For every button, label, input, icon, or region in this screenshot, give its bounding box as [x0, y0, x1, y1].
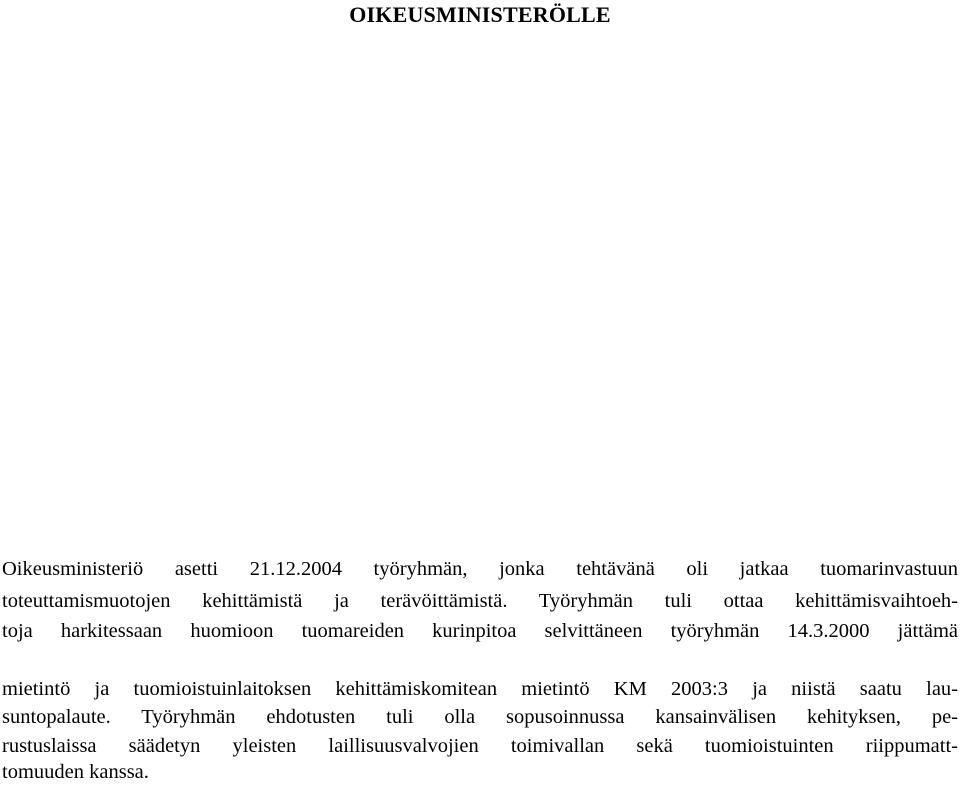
body-line: toteuttamismuotojen kehittämistä ja terävöittämistä. Työryhmän tuli ottaa kehittämisvaihtoeh-: [2, 590, 958, 612]
body-line: mietintö ja tuomioistuinlaitoksen kehittämiskomitean mietintö KM 2003:3 ja niistä saatu lau-: [2, 678, 958, 700]
body-line: rustuslaissa säädetyn yleisten laillisuusvalvojien toimivallan sekä tuomioistuinten riippumatt-: [2, 735, 958, 757]
page-title: OIKEUSMINISTERÖLLE: [349, 2, 611, 27]
body-line: tomuuden kanssa.: [2, 761, 149, 783]
body-line: Oikeusministeriö asetti 21.12.2004 työryhmän, jonka tehtävänä oli jatkaa tuomarinvastuun: [2, 558, 958, 580]
body-line: toja harkitessaan huomioon tuomareiden kurinpitoa selvittäneen työryhmän 14.3.2000 jättämä: [2, 620, 958, 642]
body-line: suntopalaute. Työryhmän ehdotusten tuli olla sopusoinnussa kansainvälisen kehityksen, pe-: [2, 706, 958, 728]
